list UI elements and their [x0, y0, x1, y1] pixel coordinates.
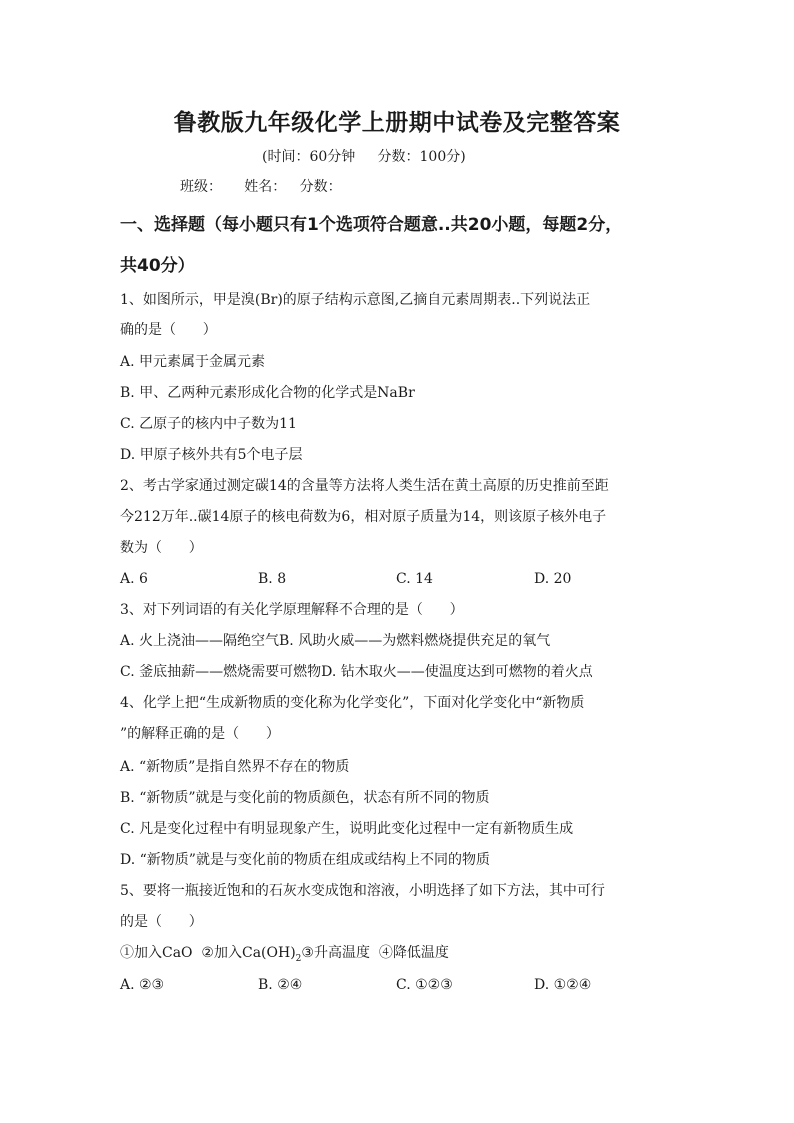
q2-stem-line-2: 今212万年..碳14原子的核电荷数为6，相对原子质量为14，则该原子核外电子	[120, 509, 607, 525]
q1-option-a: A. 甲元素属于金属元素	[120, 354, 266, 370]
q5-methods	[120, 944, 449, 968]
q5-methods-text: ①加入CaO ②加入Ca(OH)	[120, 945, 296, 961]
q2-stem-line-3: 数为（ ）	[120, 540, 203, 556]
q3-stem: 3、对下列词语的有关化学原理解释不合理的是（ ）	[120, 602, 464, 618]
q2-stem-line-1: 2、考古学家通过测定碳14的含量等方法将人类生活在黄土高原的历史推前至距	[120, 478, 609, 494]
q1-option-c: C. 乙原子的核内中子数为11	[120, 416, 297, 432]
q5-option-d: D. ①②④	[534, 977, 592, 993]
q1-option-d: D. 甲原子核外共有5个电子层	[120, 447, 303, 463]
q2-option-a: A. 6	[120, 571, 148, 587]
q1-stem-line-2: 确的是（ ）	[120, 322, 217, 338]
q5-option-c: C. ①②③	[396, 977, 453, 993]
q3-options-ab: A. 火上浇油——隔绝空气B. 风助火威——为燃料燃烧提供充足的氧气	[120, 633, 551, 649]
q4-option-a: A. “新物质”是指自然界不存在的物质	[120, 759, 350, 775]
q4-stem-line-2: ”的解释正确的是（ ）	[120, 726, 280, 742]
q5-methods-subscript: 2	[295, 953, 302, 964]
q3-options-cd: C. 釜底抽薪——燃烧需要可燃物D. 钻木取火——使温度达到可燃物的着火点	[120, 664, 593, 680]
q2-option-c: C. 14	[396, 571, 433, 587]
q2-option-d: D. 20	[534, 571, 572, 587]
section-heading-line-1: 一、选择题（每小题只有1个选项符合题意..共20小题，每题2分，	[120, 215, 623, 235]
q1-stem-line-1: 1、如图所示，甲是溴(Br)的原子结构示意图,乙摘自元素周期表..下列说法正	[120, 292, 591, 308]
q5-methods-text-2: ③升高温度 ④降低温度	[301, 945, 449, 961]
section-heading-line-2: 共40分）	[120, 256, 195, 276]
q5-stem-line-1: 5、要将一瓶接近饱和的石灰水变成饱和溶液，小明选择了如下方法，其中可行	[120, 883, 605, 899]
q5-option-b: B. ②④	[258, 977, 303, 993]
q4-option-d: D. “新物质”就是与变化前的物质在组成或结构上不同的物质	[120, 852, 490, 868]
q1-option-b: B. 甲、乙两种元素形成化合物的化学式是NaBr	[120, 385, 415, 401]
q5-stem-line-2: 的是（ ）	[120, 914, 203, 930]
q2-option-b: B. 8	[258, 571, 287, 587]
page-title: 鲁教版九年级化学上册期中试卷及完整答案	[173, 109, 621, 136]
q4-option-c: C. 凡是变化过程中有明显现象产生，说明此变化过程中一定有新物质生成	[120, 821, 574, 837]
q4-stem-line-1: 4、化学上把“生成新物质的变化称为化学变化”，下面对化学变化中“新物质	[120, 695, 585, 711]
exam-time-score: (时间：60分钟 分数：100分)	[262, 149, 466, 165]
student-info-line: 班级： 姓名： 分数：	[180, 179, 342, 195]
q5-option-a: A. ②③	[120, 977, 165, 993]
q4-option-b: B. “新物质”就是与变化前的物质颜色，状态有所不同的物质	[120, 790, 490, 806]
